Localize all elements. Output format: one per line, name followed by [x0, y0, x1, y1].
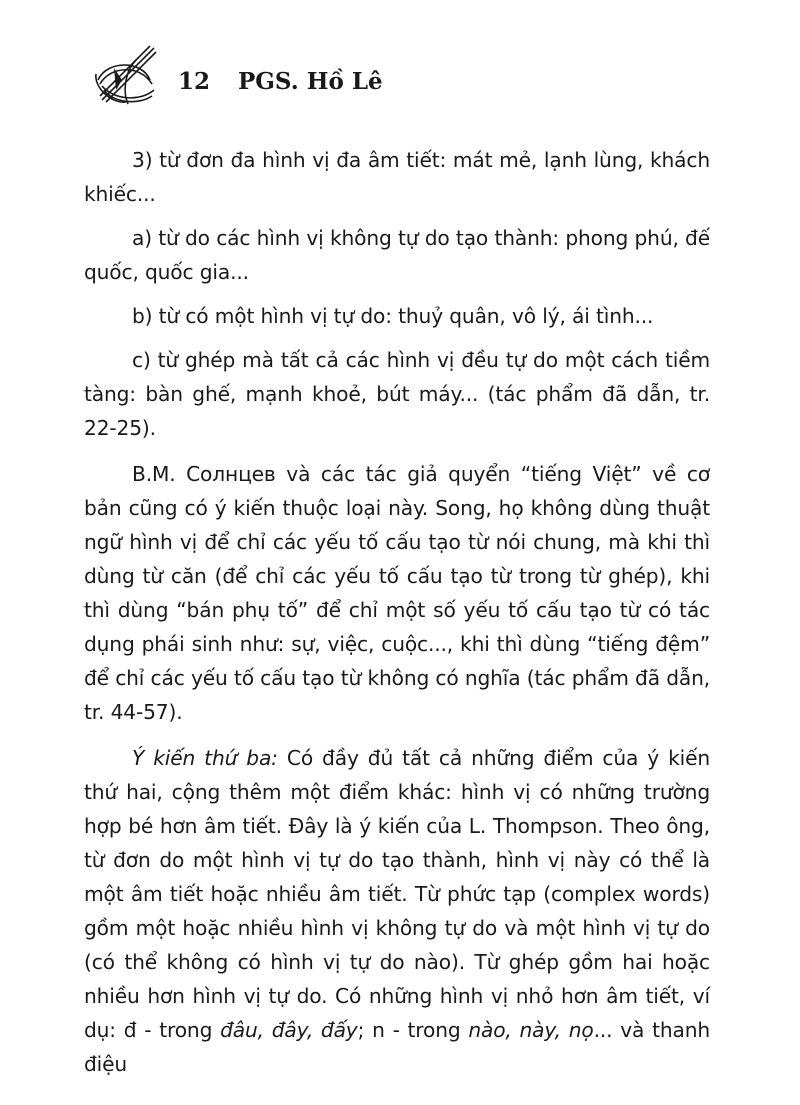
running-header-author: PGS. Hồ Lê [238, 68, 383, 95]
paragraph: c) từ ghép mà tất cả các hình vị đều tự do một cách tiềm tàng: bàn ghế, mạnh khoẻ, bút máy... (tác phẩm đã dẫn, tr. 22-25). [84, 348, 710, 440]
paragraph: a) từ do các hình vị không tự do tạo thành: phong phú, đế quốc, quốc gia... [84, 226, 710, 284]
swirl-logo-icon [92, 40, 164, 112]
paragraph: 3) từ đơn đa hình vị đa âm tiết: mát mẻ, lạnh lùng, khách khiếc... [84, 148, 710, 206]
paragraph [84, 741, 710, 1081]
italic-lead: Ý kiến thứ ba: [132, 746, 278, 770]
page-number: 12 [178, 68, 211, 95]
paragraph: B.M. Солнцев và các tác giả quyển “tiếng Việt” về cơ bản cũng có ý kiến thuộc loại này. Song, họ không dùng thuật ngữ hình vị để chỉ các yếu tố cấu tạo từ nói chung, mà khi thì dùng từ căn (để chỉ các yếu tố cấu tạo từ trong từ ghép), khi thì dùng “bán phụ tố” để chỉ một số yếu tố cấu tạo từ có tác dụng phái sinh như: sự, việc, cuộc..., khi thì dùng “tiếng đệm” để chỉ các yếu tố cấu tạo từ không có nghĩa (tác phẩm đã dẫn, tr. 44-57). [84, 462, 710, 724]
paragraph: b) từ có một hình vị tự do: thuỷ quân, vô lý, ái tình... [132, 304, 654, 328]
paragraph-text: ; n - trong [357, 1018, 469, 1042]
italic-example: nào, này, nọ [468, 1018, 594, 1042]
page-body [84, 143, 710, 1091]
page-header [92, 40, 692, 120]
paragraph-text: Có đầy đủ tất cả những điểm của ý kiến thứ hai, cộng thêm một điểm khác: hình vị có những trường hợp bé hơn âm tiết. Đây là ý kiến của L. Thompson. Theo ông, từ đơn do một hình vị tự do tạo thành, hình vị này có thể là một âm tiết hoặc nhiều âm tiết. Từ phức tạp (complex words) gồm một hoặc nhiều hình vị không tự do và một hình vị tự do (có thể không có hình vị tự do nào). Từ ghép gồm hai hoặc nhiều hơn hình vị tự do. Có những hình vị nhỏ hơn âm tiết, ví dụ: đ - trong [84, 746, 710, 1042]
paragraph-text: ... và thanh điệu [84, 1018, 710, 1076]
italic-example: đâu, đây, đấy [220, 1018, 358, 1042]
